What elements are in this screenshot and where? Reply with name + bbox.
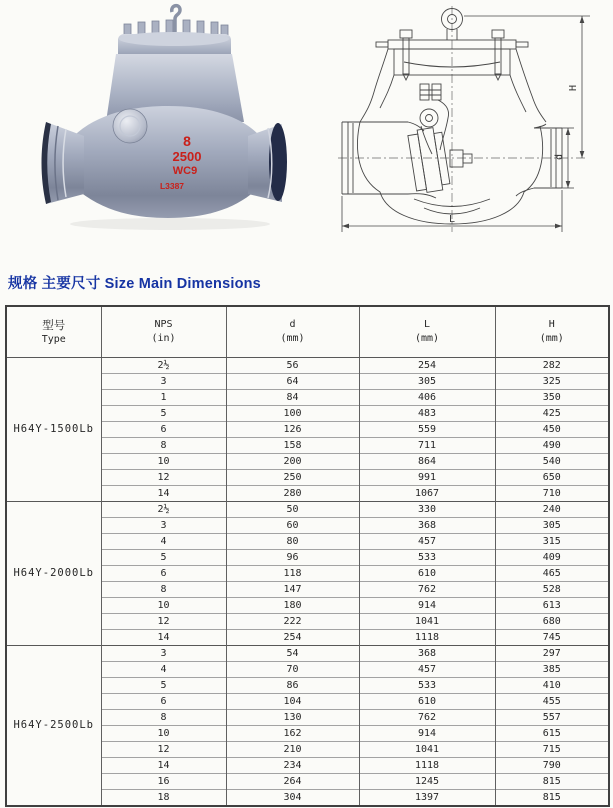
l-cell: 559 [359, 422, 495, 438]
header-row [6, 306, 609, 358]
nps-cell: 12 [101, 742, 226, 758]
l-cell: 914 [359, 726, 495, 742]
l-cell: 457 [359, 662, 495, 678]
nps-cell: 14 [101, 758, 226, 774]
col-header-d-l1: d [289, 319, 296, 330]
photo-shadow [70, 218, 270, 230]
type-cell: H64Y-2500Lb [6, 646, 101, 807]
col-header-d-l2: (mm) [280, 333, 305, 344]
d-cell: 96 [226, 550, 359, 566]
h-cell: 528 [495, 582, 609, 598]
side-boss [113, 109, 147, 143]
l-cell: 1067 [359, 486, 495, 502]
h-cell: 650 [495, 470, 609, 486]
d-cell: 54 [226, 646, 359, 662]
body-shoulder-left-inner [380, 75, 394, 108]
d-cell: 84 [226, 390, 359, 406]
h-cell: 297 [495, 646, 609, 662]
h-cell: 455 [495, 694, 609, 710]
d-cell: 118 [226, 566, 359, 582]
l-cell: 1118 [359, 630, 495, 646]
d-cell: 222 [226, 614, 359, 630]
h-cell: 680 [495, 614, 609, 630]
nps-cell: 10 [101, 598, 226, 614]
l-cell: 1041 [359, 742, 495, 758]
h-cell: 465 [495, 566, 609, 582]
d-cell: 158 [226, 438, 359, 454]
hinge-studs [420, 84, 441, 100]
h-cell: 615 [495, 726, 609, 742]
l-cell: 483 [359, 406, 495, 422]
d-cell: 130 [226, 710, 359, 726]
d-cell: 280 [226, 486, 359, 502]
hinge-pin [420, 109, 438, 127]
bonnet-cover-face [119, 32, 229, 46]
dimensions-table-body [6, 358, 609, 807]
col-header-l-l1: L [423, 319, 431, 330]
col-header-h-l1: H [548, 319, 555, 330]
type-cell: H64Y-1500Lb [6, 358, 101, 502]
l-cell: 368 [359, 518, 495, 534]
l-cell: 457 [359, 534, 495, 550]
d-cell: 70 [226, 662, 359, 678]
h-cell: 490 [495, 438, 609, 454]
size-marking: 8 [183, 133, 191, 149]
l-cell: 254 [359, 358, 495, 374]
disc-assembly [407, 126, 450, 194]
l-cell: 914 [359, 598, 495, 614]
valve-body [72, 106, 264, 218]
plate-wing-left [376, 42, 388, 47]
l-cell: 991 [359, 470, 495, 486]
h-cell: 613 [495, 598, 609, 614]
l-cell: 711 [359, 438, 495, 454]
d-cell: 64 [226, 374, 359, 390]
d-cell: 304 [226, 790, 359, 807]
material-marking: WC9 [172, 165, 198, 177]
body-shoulder-right-inner [510, 75, 526, 112]
dimensions-table [5, 305, 610, 807]
h-cell: 815 [495, 774, 609, 790]
h-cell: 450 [495, 422, 609, 438]
h-cell: 710 [495, 486, 609, 502]
d-cell: 50 [226, 502, 359, 518]
nps-cell: 5 [101, 550, 226, 566]
col-header-h-l2: (mm) [539, 333, 564, 344]
l-cell: 1118 [359, 758, 495, 774]
table-row [6, 358, 609, 374]
nps-cell: 18 [101, 790, 226, 807]
col-header-type-cn: 型号 [42, 317, 66, 332]
l-cell: 368 [359, 646, 495, 662]
d-cell: 100 [226, 406, 359, 422]
d-cell: 104 [226, 694, 359, 710]
l-cell: 1041 [359, 614, 495, 630]
h-cell: 815 [495, 790, 609, 807]
bonnet-bolt-right [492, 30, 504, 80]
body-shoulder-right [516, 49, 546, 122]
nps-cell: 3 [101, 518, 226, 534]
nps-cell: 16 [101, 774, 226, 790]
l-dimension-label: L [448, 214, 456, 225]
d-cell: 200 [226, 454, 359, 470]
hinge-pin-center [426, 115, 433, 122]
l-cell: 305 [359, 374, 495, 390]
nps-cell: 10 [101, 726, 226, 742]
nps-cell: 10 [101, 454, 226, 470]
nps-cell: 1 [101, 390, 226, 406]
col-header-nps-l1: NPS [154, 319, 173, 330]
d-cell: 60 [226, 518, 359, 534]
d-cell: 254 [226, 630, 359, 646]
d-cell: 250 [226, 470, 359, 486]
valve-photo-art [20, 2, 312, 238]
h-cell: 790 [495, 758, 609, 774]
col-header-l [359, 306, 495, 358]
h-cell: 350 [495, 390, 609, 406]
l-cell: 533 [359, 550, 495, 566]
col-header-type-en: Type [41, 333, 66, 345]
h-cell: 315 [495, 534, 609, 550]
l-cell: 762 [359, 710, 495, 726]
nps-cell: 14 [101, 486, 226, 502]
d-cell: 162 [226, 726, 359, 742]
nps-cell: 4 [101, 662, 226, 678]
l-cell: 1245 [359, 774, 495, 790]
col-header-l-l2: (mm) [414, 333, 440, 344]
nps-cell: 6 [101, 566, 226, 582]
class-marking: 2500 [172, 149, 202, 164]
h-cell: 409 [495, 550, 609, 566]
l-cell: 762 [359, 582, 495, 598]
col-header-nps [101, 306, 226, 358]
type-cell: H64Y-2000Lb [6, 502, 101, 646]
l-cell: 1397 [359, 790, 495, 807]
nps-cell: 5 [101, 678, 226, 694]
d-cell: 210 [226, 742, 359, 758]
plate-wing-right [516, 42, 528, 47]
nps-cell: 6 [101, 422, 226, 438]
nps-cell: 8 [101, 438, 226, 454]
table-row [6, 646, 609, 662]
body-outline [357, 122, 542, 224]
h-cell: 557 [495, 710, 609, 726]
nps-cell: 12 [101, 614, 226, 630]
serial-marking: L3387 [159, 181, 185, 191]
d-cell: 264 [226, 774, 359, 790]
d-cell: 180 [226, 598, 359, 614]
nps-cell: 5 [101, 406, 226, 422]
h-cell: 715 [495, 742, 609, 758]
h-cell: 385 [495, 662, 609, 678]
l-cell: 330 [359, 502, 495, 518]
l-cell: 610 [359, 566, 495, 582]
d-cell: 80 [226, 534, 359, 550]
col-header-type [6, 306, 101, 358]
h-cell: 425 [495, 406, 609, 422]
d-cell: 86 [226, 678, 359, 694]
l-cell: 533 [359, 678, 495, 694]
h-dimension-label: H [568, 84, 579, 92]
col-header-h [495, 306, 609, 358]
l-cell: 406 [359, 390, 495, 406]
d-cell: 234 [226, 758, 359, 774]
section-heading: 规格 主要尺寸 Size Main Dimensions [8, 276, 261, 292]
valve-drawing-art [328, 0, 613, 248]
nps-cell: 12 [101, 470, 226, 486]
h-cell: 282 [495, 358, 609, 374]
valve-photo [20, 2, 312, 238]
l-cell: 610 [359, 694, 495, 710]
bonnet-bolt-left [400, 30, 412, 80]
col-header-d [226, 306, 359, 358]
h-cell: 540 [495, 454, 609, 470]
body-shoulder-left [360, 49, 388, 122]
h-cell: 240 [495, 502, 609, 518]
d-cell: 126 [226, 422, 359, 438]
dimensions-table-wrap [5, 305, 610, 807]
nps-cell: 2½ [101, 502, 226, 518]
h-cell: 325 [495, 374, 609, 390]
disc-nut [450, 150, 472, 167]
nps-cell: 14 [101, 630, 226, 646]
d-dimension-label: d [554, 153, 565, 161]
d-cell: 147 [226, 582, 359, 598]
valve-section-drawing [328, 0, 613, 248]
l-cell: 864 [359, 454, 495, 470]
table-row [6, 502, 609, 518]
nps-cell: 8 [101, 582, 226, 598]
nps-cell: 6 [101, 694, 226, 710]
nps-cell: 3 [101, 374, 226, 390]
nps-cell: 2½ [101, 358, 226, 374]
col-header-nps-l2: (in) [151, 333, 176, 344]
nps-cell: 8 [101, 710, 226, 726]
nps-cell: 3 [101, 646, 226, 662]
d-cell: 56 [226, 358, 359, 374]
h-cell: 305 [495, 518, 609, 534]
h-cell: 410 [495, 678, 609, 694]
h-cell: 745 [495, 630, 609, 646]
nps-cell: 4 [101, 534, 226, 550]
